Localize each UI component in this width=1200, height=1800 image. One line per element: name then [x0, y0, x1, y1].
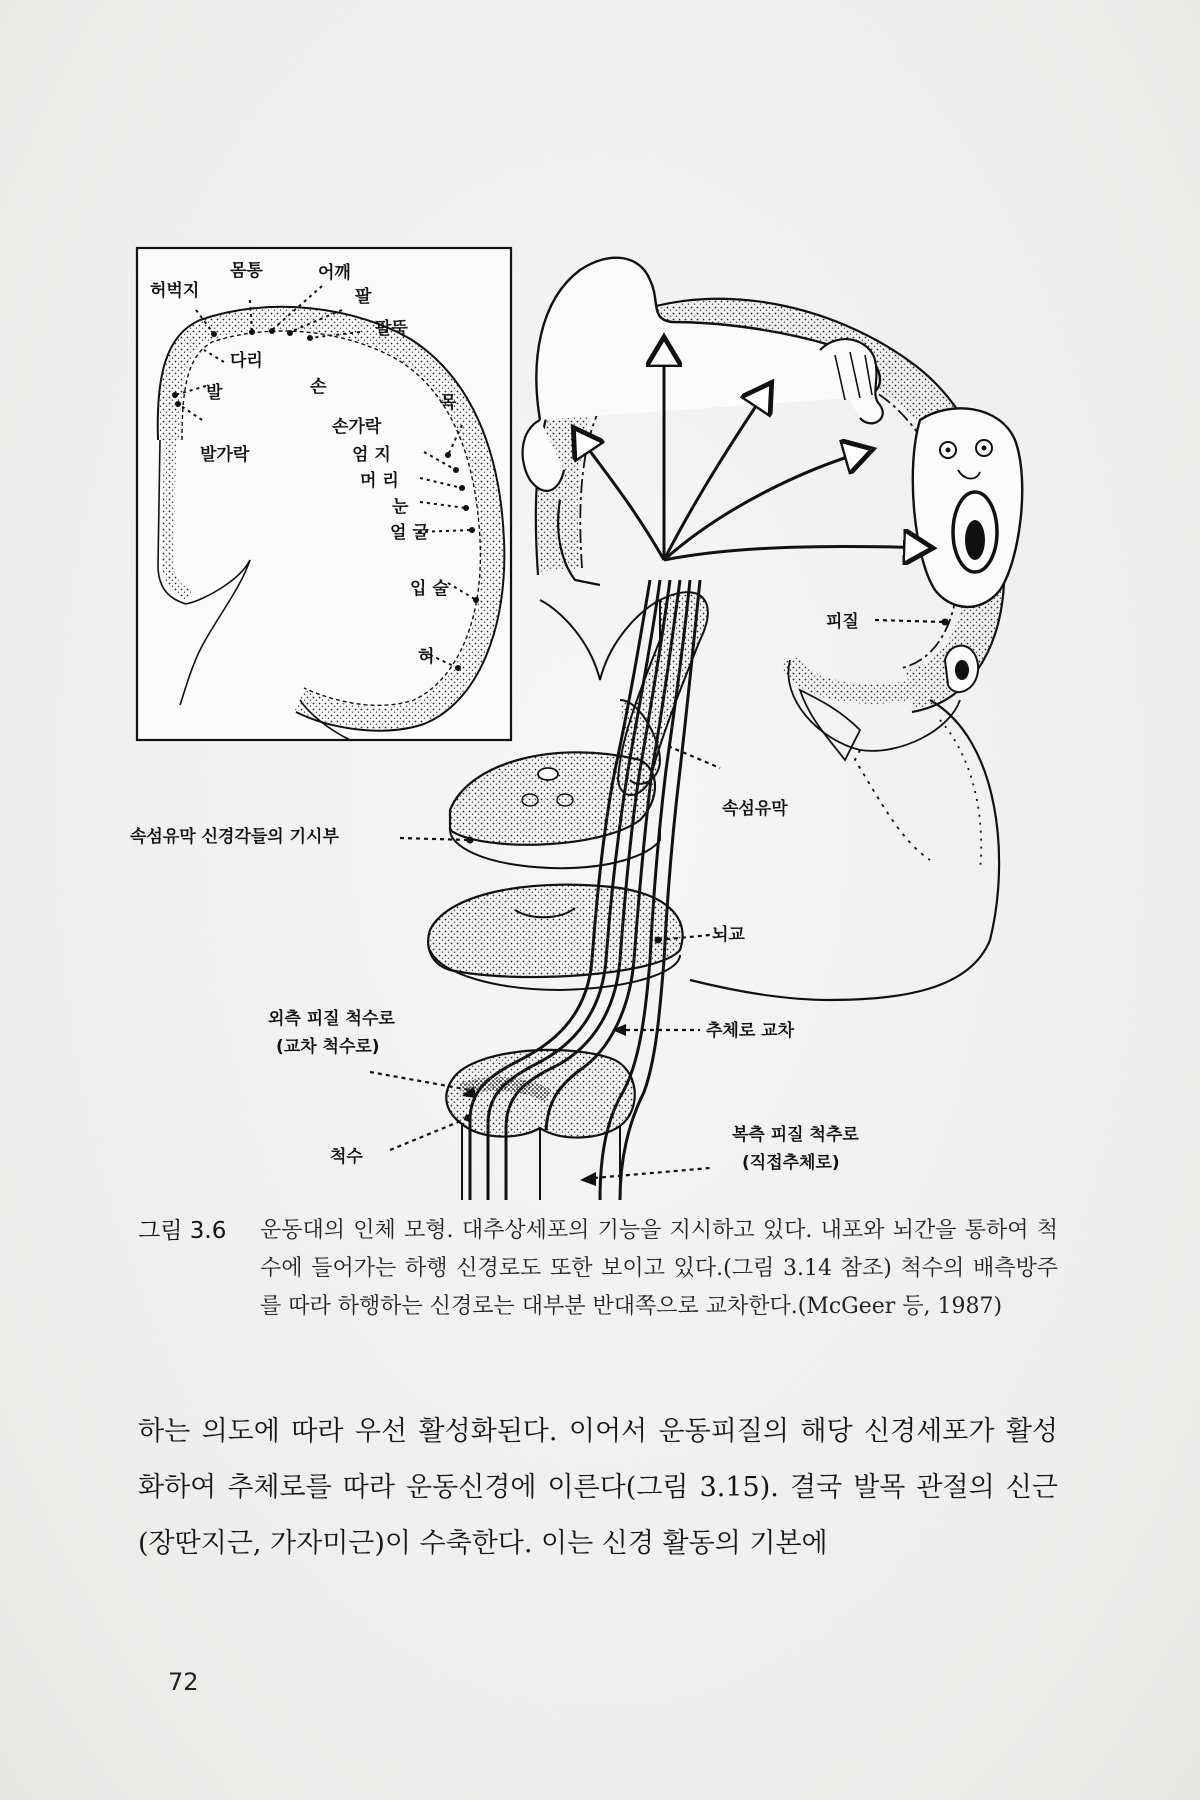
label-leg: 다리 [230, 351, 263, 371]
label-foot: 발 [206, 383, 223, 403]
label-thigh: 허벅지 [150, 281, 200, 301]
label-neck: 목 [440, 393, 457, 413]
label-head: 머 리 [360, 471, 399, 491]
label-face: 얼 굴 [390, 523, 429, 543]
arrow-to-hand-area [664, 385, 770, 560]
pons-section [428, 885, 682, 990]
figure-caption [138, 1212, 1058, 1326]
main-brain-drawing [428, 258, 1022, 1200]
spinal-cord-section [446, 1050, 634, 1200]
label-elbow: 팔뚝 [375, 319, 408, 339]
label-arm: 팔 [355, 287, 372, 307]
figure-number: 그림 3.6 [138, 1218, 227, 1244]
label-lateral-tract-line1: 외측 피질 척수로 [268, 1009, 395, 1029]
label-trunk: 몸통 [230, 261, 263, 281]
label-cortex: 피질 [826, 612, 859, 632]
label-lips: 입 술 [410, 579, 449, 599]
label-pons: 뇌교 [712, 925, 745, 945]
label-eye: 눈 [392, 497, 409, 517]
label-toes: 발가락 [200, 445, 250, 465]
label-thumb: 엄 지 [352, 445, 391, 465]
label-fingers: 손가락 [332, 417, 382, 437]
arrow-to-face-area [664, 546, 930, 560]
label-internal-capsule: 속섬유막 [722, 799, 788, 819]
label-hand: 손 [310, 377, 327, 397]
page-number: 72 [168, 1668, 199, 1696]
label-spinal-cord: 척수 [330, 1147, 363, 1167]
label-internal-capsule-origin: 속섬유막 신경각들의 기시부 [130, 827, 339, 847]
inset-homunculus-map [137, 248, 511, 740]
label-ventral-tract-line1: 복측 피질 척추로 [732, 1125, 859, 1145]
label-shoulder: 어깨 [318, 263, 351, 283]
label-ventral-tract-line2: (직접추체로) [742, 1153, 840, 1173]
label-tongue: 혀 [418, 647, 435, 667]
figure-caption-text: 운동대의 인체 모형. 대추상세포의 기능을 지시하고 있다. 내포와 뇌간을 통하여 척수에 들어가는 하행 신경로도 또한 보이고 있다.(그림 3.14 참조) 척수의 배측방주를 따라 하행하는 신경로는 대부분 반대쪽으로 교차한다.(McGeer 등, 1987) [260, 1218, 1058, 1319]
body-paragraph: 하는 의도에 따라 우선 활성화된다. 이어서 운동피질의 해당 신경세포가 활성화하여 추체로를 따라 운동신경에 이른다(그림 3.15). 결국 발목 관절의 신근(장딴지근, 가자미근)이 수축한다. 이는 신경 활동의 기본에 [138, 1416, 1058, 1559]
label-pyramidal-decussation: 추체로 교차 [706, 1021, 795, 1041]
arrow-to-leg-area [575, 430, 664, 560]
label-lateral-tract-line2: (교차 척수로) [276, 1037, 380, 1057]
